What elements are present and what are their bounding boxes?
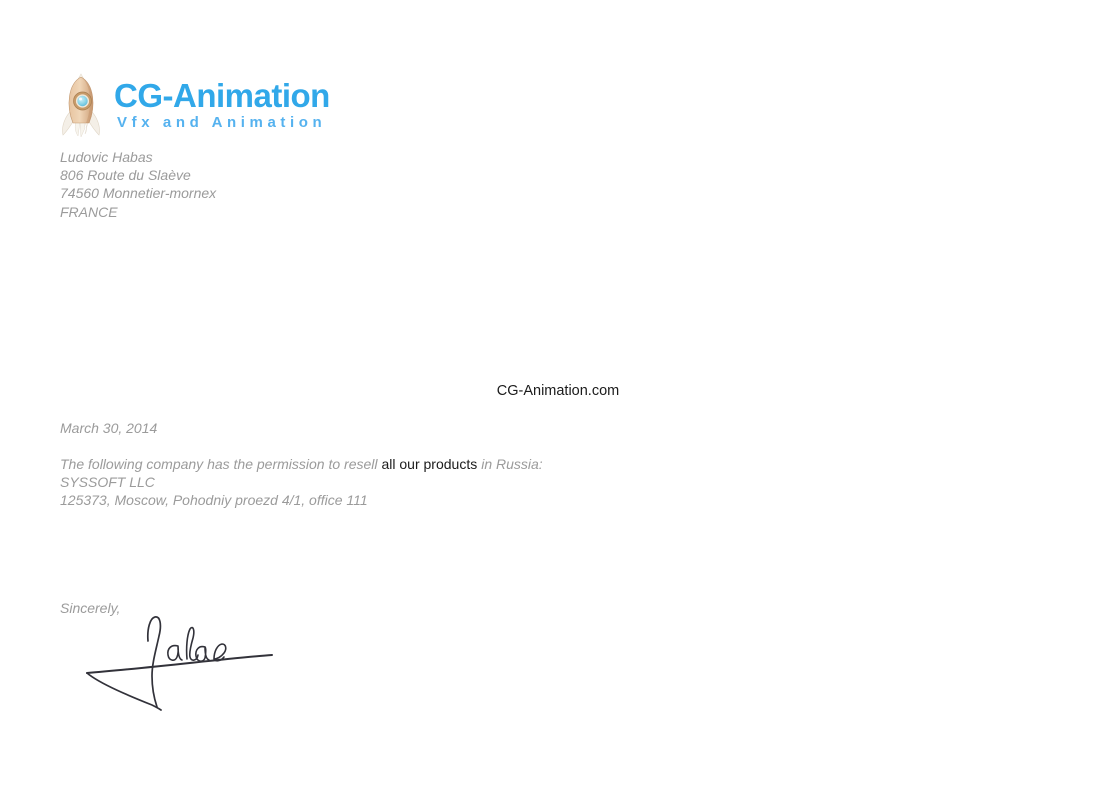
- website-text: CG-Animation.com: [496, 383, 620, 399]
- permission-sentence: [60, 455, 543, 473]
- logo-text: [114, 73, 330, 130]
- logo-subtitle: Vfx and Animation: [117, 114, 327, 131]
- sender-city: 74560 Monnetier-mornex: [60, 185, 217, 202]
- permission-highlight: all our products: [381, 456, 478, 472]
- sender-street: 806 Route du Slaève: [60, 167, 191, 184]
- reseller-company-address: 125373, Moscow, Pohodniy proezd 4/1, office 111: [60, 492, 368, 509]
- closing-salutation: Sincerely,: [60, 600, 121, 616]
- sender-address-block: [60, 148, 216, 221]
- logo-title: CG-Animation: [114, 77, 330, 114]
- sender-country: FRANCE: [60, 203, 118, 220]
- letter-date: March 30, 2014: [60, 420, 158, 436]
- reseller-company-name: SYSSOFT LLC: [60, 474, 155, 491]
- permission-prefix: The following company has the permission to resell: [60, 456, 378, 472]
- signature-handwriting: [40, 588, 320, 718]
- company-logo: [58, 73, 330, 137]
- rocket-icon: [58, 73, 104, 137]
- sender-name: Ludovic Habas: [60, 149, 153, 165]
- permission-suffix: in Russia:: [481, 456, 543, 472]
- permission-paragraph: [60, 455, 543, 510]
